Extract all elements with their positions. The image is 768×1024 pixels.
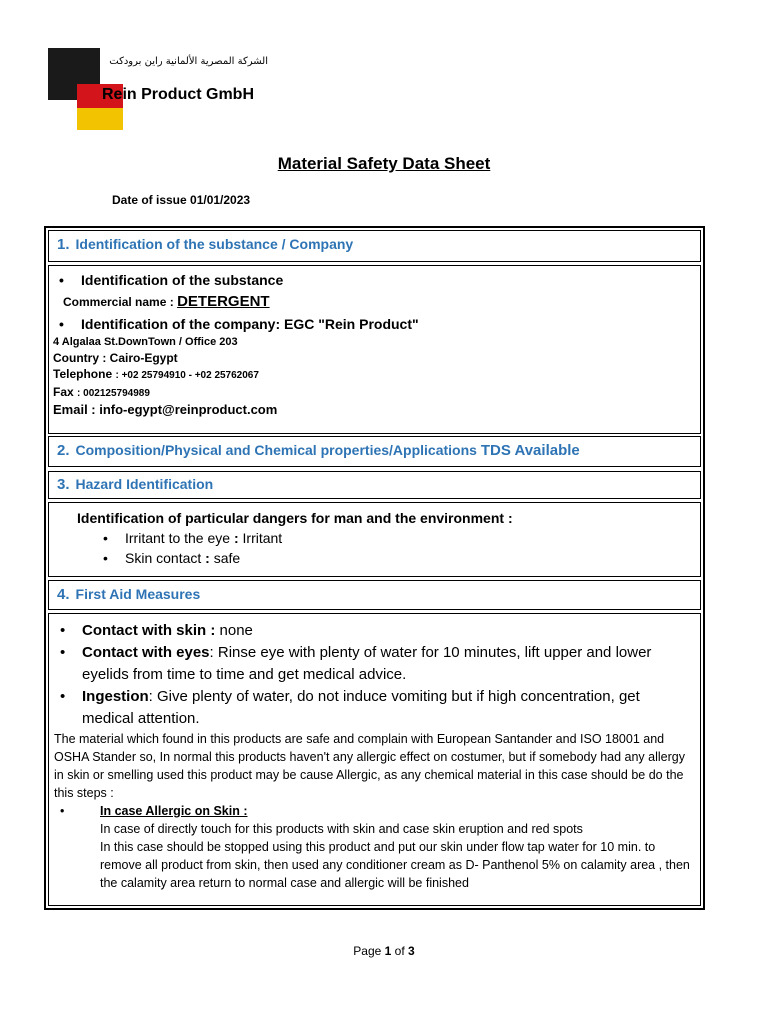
section-3-number: 3.: [57, 476, 70, 493]
hazard-intro: Identification of particular dangers for man and the environment :: [77, 510, 513, 526]
commercial-name-row: [53, 294, 696, 310]
page-label: Page: [353, 944, 382, 958]
first-aid-skin-label: Contact with skin :: [82, 622, 216, 639]
first-aid-ingestion: [54, 686, 694, 730]
section-4-number: 4.: [57, 586, 70, 603]
company-email: Email : info-egypt@reinproduct.com: [53, 402, 278, 417]
hazard-eye-value: Irritant: [242, 530, 283, 546]
first-aid-skin-value: none: [219, 622, 253, 639]
hazard-skin-sep: :: [205, 550, 210, 566]
company-address: 4 Algalaa St.DownTown / Office 203: [53, 336, 238, 348]
first-aid-eyes: [54, 642, 694, 686]
date-of-issue: Date of issue 01/01/2023: [112, 193, 251, 207]
first-aid-skin: [54, 620, 694, 642]
section-1-number: 1.: [57, 236, 70, 253]
section-3-heading: Hazard Identification: [75, 476, 214, 492]
telephone-value: : +02 25794910 - +02 25762067: [115, 370, 259, 381]
allergic-label: In case Allergic on Skin :: [100, 804, 248, 818]
hazard-eye-label: Irritant to the eye: [125, 530, 231, 546]
hazard-eye-sep: :: [233, 530, 239, 546]
logo-yellow-square: [77, 108, 123, 130]
safety-paragraph: The material which found in this products are safe and complain with European Santander and ISO 18001 and OSHA Stander so, In normal this products haven't any allergic effect on costumer, but if somebody had any allergy in skin or smelling used this product may be cause Allergic, as any chemical material in this case should be do the this steps :: [54, 732, 685, 800]
section-1-body: [48, 265, 701, 434]
allergic-bullet: [54, 802, 694, 820]
company-country: Country : Cairo-Egypt: [53, 351, 178, 365]
tds-available: TDS Available: [480, 442, 580, 459]
telephone-row: [53, 366, 696, 384]
logo-arabic-name: الشركة المصرية الألمانية راين برودكت: [109, 56, 268, 67]
document-title: Material Safety Data Sheet: [277, 154, 491, 173]
commercial-name-value: DETERGENT: [177, 293, 270, 310]
first-aid-eyes-label: Contact with eyes: [82, 644, 210, 661]
document-title-wrap: [0, 154, 768, 174]
section-4-body: [48, 613, 701, 906]
section-4-header: [48, 580, 701, 610]
first-aid-eyes-value: : Rinse eye with plenty of water for 10 minutes, lift upper and lower eyelids from time to time and get medical advice.: [82, 644, 652, 683]
first-aid-ingestion-label: Ingestion: [82, 688, 149, 705]
page-footer: [0, 944, 768, 958]
fax-row: [53, 384, 696, 402]
logo-brand-name: Rein Product GmbH: [102, 86, 255, 103]
substance-bullet: • Identification of the substance: [53, 270, 696, 290]
hazard-item-eye: [97, 528, 700, 548]
section-2-number: 2.: [57, 442, 70, 459]
allergic-line-1: In case of directly touch for this products with skin and case skin eruption and red spots: [100, 822, 583, 836]
section-1-header: [48, 230, 701, 262]
first-aid-ingestion-value: : Give plenty of water, do not induce vomiting but if high concentration, get medical attention.: [82, 688, 640, 727]
fax-label: Fax: [53, 385, 74, 399]
allergic-line-2: In this case should be stopped using this product and put our skin under flow tap water for 10 min. to remove all product from skin, then used any conditioner cream as D- Panthenol 5% on calamity area , then the calamity area return to normal case and allergic will be finished: [100, 840, 690, 890]
company-logo: [44, 46, 270, 134]
hazard-skin-value: safe: [213, 550, 241, 566]
hazard-item-skin: [97, 548, 700, 568]
page-of: of: [394, 944, 405, 958]
commercial-name-label: Commercial name :: [63, 295, 174, 309]
section-4-heading: First Aid Measures: [75, 586, 201, 602]
page-total: 3: [408, 944, 415, 958]
section-3-header: [48, 471, 701, 499]
page-current: 1: [384, 944, 392, 958]
company-bullet: • Identification of the company: EGC "Rein Product": [53, 314, 696, 334]
section-1-heading: Identification of the substance / Company: [75, 236, 354, 252]
section-2-heading: Composition/Physical and Chemical properties/Applications: [75, 442, 477, 458]
section-2-header: [48, 436, 701, 467]
fax-value: : 002125794989: [77, 388, 150, 399]
section-3-body: [48, 502, 701, 577]
hazard-skin-label: Skin contact: [125, 550, 202, 566]
telephone-label: Telephone: [53, 367, 113, 381]
